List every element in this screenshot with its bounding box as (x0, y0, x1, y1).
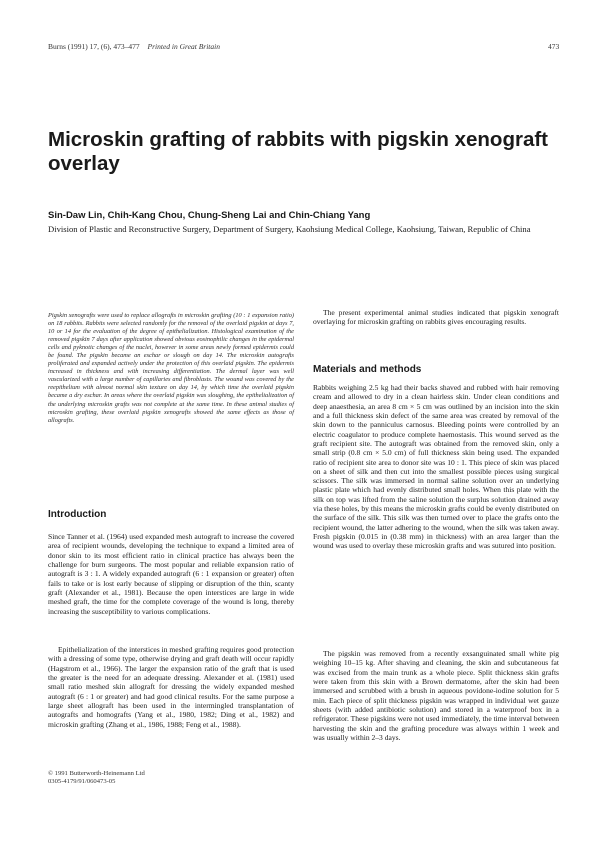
issn-code: 0305-4179/91/060473-05 (48, 778, 116, 785)
introduction-paragraph: Since Tanner et al. (1964) used expanded mesh autograft to increase the covered area of recipient wounds, developing the technique to expand a limited area of donor skin to its most efficient ratio in clinical practice has always been the challenge for burn surgeons. The most popular and reliable expansion ratio of autograft is 3 : 1. A widely expanded autograft (6 : 1 expansion or greater) often fails to take or is lost early because of slipping or disruption of the thin, scanty graft (Alexander et al., 1981). Because the open interstices are large in wide meshed graft, the time for the complete coverage of the wound is long, thereby increasing the susceptibility to various complications. (48, 532, 294, 616)
abstract: Pigskin xenografts were used to replace allografts in microskin grafting (10 : 1 expansion ratio) on 18 rabbits. Rabbits were selected randomly for the removal of the overlaid pigskin at days 7, 10 or 14 for the evaluation of the degree of epithelialization. Histological examination of the removed pigskin 7 days after application showed obvious eosinophilic changes in the epidermal cells and pyknotic changes of the nuclei, however in some areas newly formed epidermis could be found. The pigskin became an eschar or slough on day 14. The microskin autografts proliferated and expanded actively under the protection of this overlaid pigskin. The epidermis increased in thickness and with increasing differentiation. The dermal layer was well vascularized with a large number of capillaries and fibroblasts. The wound was covered by the reepithelium with almost normal skin texture on day 14, by which time the overlaid pigskin became a dry eschar. In areas where the overlaid pigskin was sloughing, the epithelialization of the underlying microskin grafts was not complete at the same time. In these animal studies of microskin grafting, these overlaid pigskin xenografts showed the same effects as those of allografts. (48, 312, 294, 424)
journal-citation (48, 42, 220, 51)
introduction-paragraph: Epithelialization of the interstices in meshed grafting requires good protection with a dressing of some type, otherwise drying and graft death will occur rapidly (Hagstrom et al., 1966). The larger the expansion ratio of the graft that is used the greater is the need for an adequate dressing. Alexander et al. (1981) used small ratio meshed skin allograft for dressing the widely expanded meshed autograft (6 : 1 or greater) and had good clinical results. For the same purpose a large sheet allograft has been used in the intermingled transplantation of autografts and homografts (Yang et al., 1980, 1982; Ding et al., 1982) and microskin grafting (Zhang et al., 1986, 1988; Feng et al., 1988). (48, 645, 294, 729)
introduction-heading: Introduction (48, 509, 107, 520)
article-title: Microskin grafting of rabbits with pigskin xenograft overlay (48, 128, 549, 175)
copyright-footer (48, 770, 294, 786)
citation-text: Burns (1991) 17, (6), 473–477 (48, 42, 140, 51)
author-list: Sin-Daw Lin, Chih-Kang Chou, Chung-Sheng Lai and Chin-Chiang Yang (48, 210, 371, 221)
materials-methods-heading: Materials and methods (313, 364, 422, 375)
intro-continuation-paragraph: The present experimental animal studies indicated that pigskin xenograft overlaying for microskin grafting on rabbits gives encouraging results. (313, 308, 559, 327)
affiliation: Division of Plastic and Reconstructive Surgery, Department of Surgery, Kaohsiung Medical College, Kaohsiung, Taiwan, Republic of China (48, 224, 531, 234)
materials-paragraph: The pigskin was removed from a recently exsanguinated small white pig weighing 10–15 kg. After shaving and cleaning, the skin and subcutaneous fat was excised from the main trunk as a whole piece. Split thickness skin grafts were taken from this skin with a Brown dermatome, after the skin had been immersed and scrubbed with a brush in aqueous povidone-iodine solution for 5 min. Each piece of split thickness pigskin was wrapped in individual wet gauze sheets (with added antibiotic solution) and stored in a waterproof box in a refrigerator. These pigskins were not used immediately, the time interval between harvesting the skin and the grafting procedure was always within 1 week and was usually within 2–3 days. (313, 649, 559, 742)
page-number: 473 (548, 42, 560, 51)
materials-paragraph: Rabbits weighing 2.5 kg had their backs shaved and rubbed with hair removing cream and allowed to dry in a clean hairless skin. Under clean conditions and deep anaesthesia, an area 8 cm × 5 cm was outlined by an incision into the skin and a full thickness skin defect of the same area was created by removal of the skin down to the panniculus carnosus. Bleeding points were controlled by an electric coagulator to produce complete haemostasis. This wound served as the graft recipient site. The autograft was obtained from the removed skin, only a small strip (0.8 cm × 5.0 cm) of full thickness skin being used. The expanded ratio of recipient site area to donor site was 10 : 1. This piece of skin was placed on a sheet of silk and then cut into the smallest possible pieces using surgical scissors. The silk was immersed in normal saline solution over an underlying plastic plate which had evenly distributed small holes. When this plate with the silk on top was lifted from the saline solution the surplus solution drained away via these holes, by this means the microskin grafts could be evenly distributed on the surface of the silk. This silk was then turned over to place the grafts onto the recipient wound, the latter adhering to the wound, when the silk was taken away. Fresh pigskin (0.015 in (0.38 mm) in thickness) with an area larger than the wound was used to overlay these microskin grafts and was sutured into position. (313, 383, 559, 551)
copyright-line: © 1991 Butterworth-Heinemann Ltd (48, 770, 145, 777)
printed-in-text: Printed in Great Britain (147, 42, 220, 51)
